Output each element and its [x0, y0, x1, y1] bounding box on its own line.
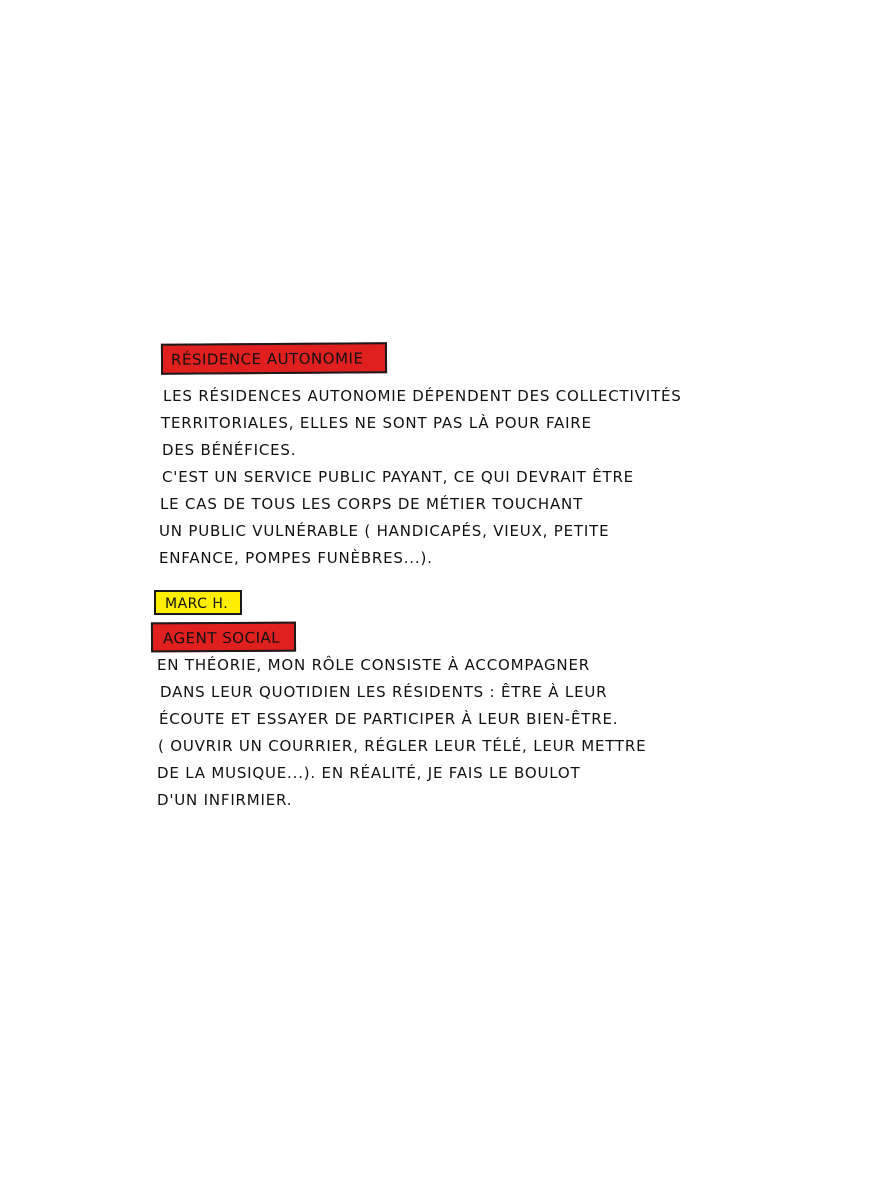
- text-line: DE LA MUSIQUE...). EN RÉALITÉ, JE FAIS LE BOULOT: [157, 764, 581, 782]
- text-line: ÉCOUTE ET ESSAYER DE PARTICIPER À LEUR BIEN-ÊTRE.: [159, 710, 619, 728]
- speaker-quote-paragraph: [156, 652, 646, 814]
- text-line: DES BÉNÉFICES.: [162, 441, 297, 459]
- residence-autonomie-label: RÉSIDENCE AUTONOMIE: [161, 342, 387, 375]
- text-line: ( OUVRIR UN COURRIER, RÉGLER LEUR TÉLÉ, LEUR METTRE: [158, 737, 647, 755]
- speaker-role-label: AGENT SOCIAL: [151, 622, 296, 653]
- residence-autonomie-paragraph: [159, 383, 682, 572]
- text-line: EN THÉORIE, MON RÔLE CONSISTE À ACCOMPAGNER: [157, 656, 590, 674]
- text-line: UN PUBLIC VULNÉRABLE ( HANDICAPÉS, VIEUX, PETITE: [159, 522, 610, 540]
- text-line: LE CAS DE TOUS LES CORPS DE MÉTIER TOUCHANT: [160, 495, 584, 513]
- text-line: C'EST UN SERVICE PUBLIC PAYANT, CE QUI DEVRAIT ÊTRE: [162, 468, 634, 486]
- text-line: LES RÉSIDENCES AUTONOMIE DÉPENDENT DES COLLECTIVITÉS: [163, 387, 682, 405]
- speaker-name-label: MARC H.: [154, 590, 242, 615]
- text-line: TERRITORIALES, ELLES NE SONT PAS LÀ POUR FAIRE: [161, 414, 592, 432]
- text-line: DANS LEUR QUOTIDIEN LES RÉSIDENTS : ÊTRE À LEUR: [160, 683, 608, 701]
- text-line: D'UN INFIRMIER.: [157, 791, 293, 809]
- text-line: ENFANCE, POMPES FUNÈBRES...).: [159, 549, 433, 567]
